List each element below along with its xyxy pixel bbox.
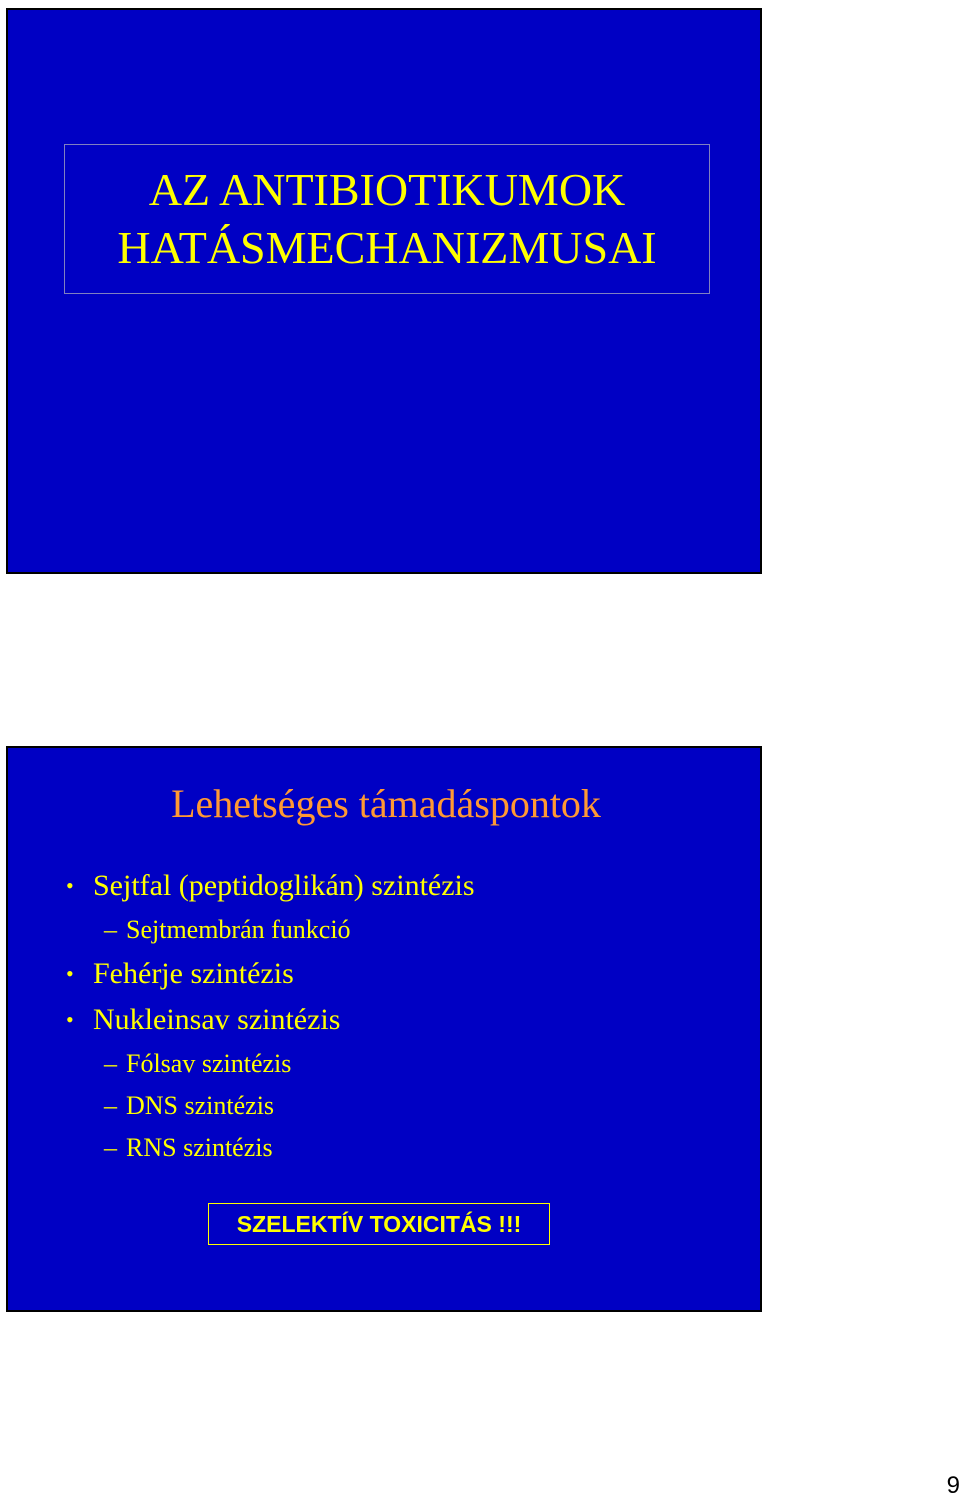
dash-marker: – xyxy=(104,915,117,944)
dash-marker: – xyxy=(104,1091,117,1120)
slide-1-title-box xyxy=(64,144,710,294)
slide-1-title-line-2: HATÁSMECHANIZMUSAI xyxy=(117,222,657,273)
list-item-text: Fólsav szintézis xyxy=(126,1049,292,1078)
slide-1 xyxy=(6,8,762,574)
bullet-marker: • xyxy=(66,1007,74,1032)
bullet-list xyxy=(8,866,764,1172)
slide-2 xyxy=(6,746,762,1312)
list-item-text: RNS szintézis xyxy=(126,1133,273,1162)
list-item-text: Nukleinsav szintézis xyxy=(93,1003,341,1036)
list-item-text: Sejtfal (peptidoglikán) szintézis xyxy=(93,869,475,902)
bullet-marker: • xyxy=(66,961,74,986)
list-item xyxy=(8,912,764,954)
dash-marker: – xyxy=(104,1049,117,1078)
bullet-marker: • xyxy=(66,873,74,898)
dash-marker: – xyxy=(104,1133,117,1162)
selective-toxicity-box: SZELEKTÍV TOXICITÁS !!! xyxy=(208,1203,550,1245)
list-item xyxy=(8,1046,764,1088)
list-item-text: DNS szintézis xyxy=(126,1091,275,1120)
list-item-text: Sejtmembrán funkció xyxy=(126,915,351,944)
list-item-text: Fehérje szintézis xyxy=(93,957,294,990)
slide-1-title-line-1: AZ ANTIBIOTIKUMOK xyxy=(148,164,626,215)
list-item xyxy=(8,1088,764,1130)
list-item xyxy=(8,1000,764,1046)
page-number: 9 xyxy=(946,1472,960,1499)
list-item xyxy=(8,954,764,1000)
slide-2-title: Lehetséges támadáspontok xyxy=(171,781,601,826)
list-item xyxy=(8,1130,764,1172)
list-item xyxy=(8,866,764,912)
